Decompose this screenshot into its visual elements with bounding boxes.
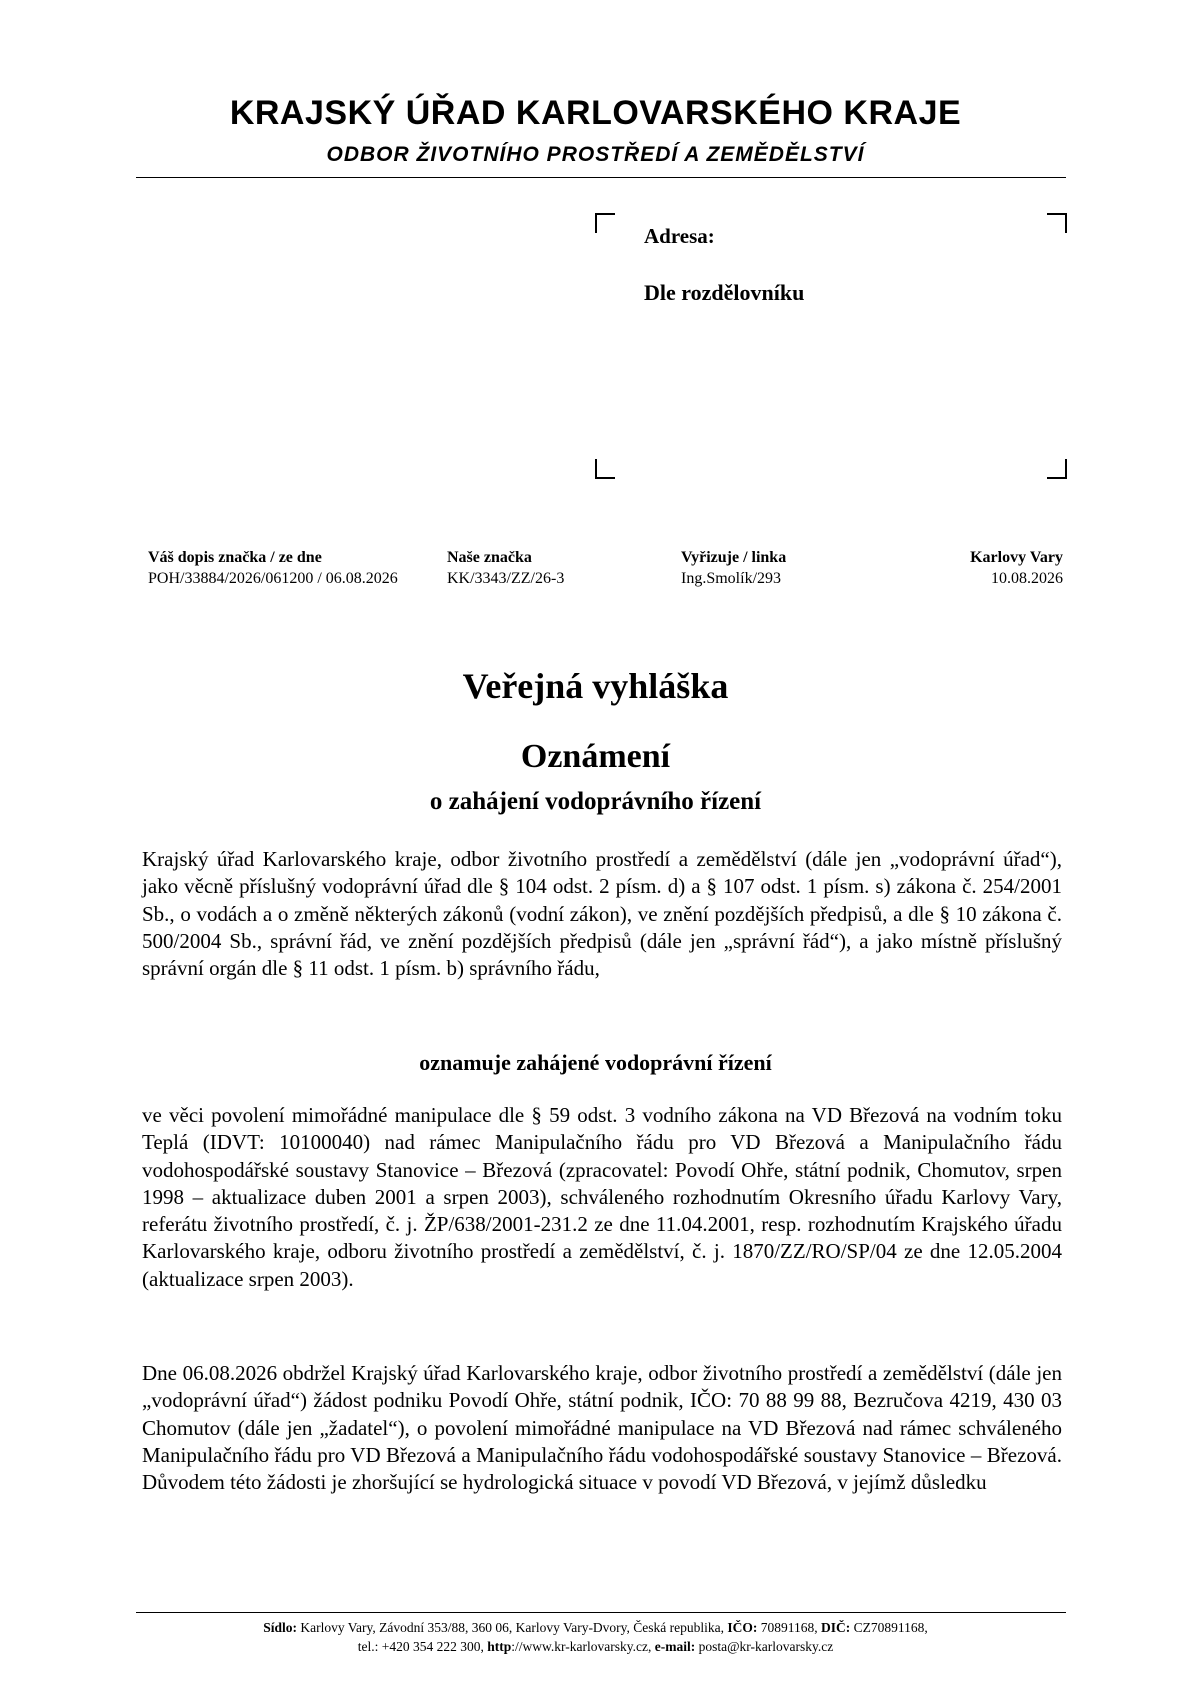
- place: Karlovy Vary: [970, 549, 1063, 566]
- paragraph-intro: Krajský úřad Karlovarského kraje, odbor životního prostředí a zemědělství (dále jen „vodoprávní úřad“), jako věcně příslušný vodoprávní úřad dle § 104 odst. 2 písm. d) a § 107 odst. 1 písm. s) zákona č. 254/2001 Sb., o vodách a o změně některých zákonů (vodní zákon), ve znění pozdějších předpisů, a dle § 10 zákona č. 500/2004 Sb., správní řád, ve znění pozdějších předpisů (dále jen „správní řád“), a jako místně příslušný správní orgán dle § 11 odst. 1 písm. b) správního řádu,: [142, 847, 1062, 981]
- place-and-date: [970, 547, 1063, 589]
- paragraph-request: Dne 06.08.2026 obdržel Krajský úřad Karlovarského kraje, odbor životního prostředí a zemědělství (dále jen „vodoprávní úřad“) žádost podniku Povodí Ohře, státní podnik, IČO: 70 88 99 88, Bezručova 4219, 430 03 Chomutov (dále jen „žadatel“), o povolení mimořádné manipulace na VD Březová nad rámec schváleného Manipulačního řádu pro VD Březová a Manipulačního řádu vodohospodářské soustavy Stanovice – Březová. Důvodem této žádosti je zhoršující se hydrologická situace v povodí VD Březová, v jejímž důsledku: [142, 1361, 1062, 1495]
- footer-seat-value: Karlovy Vary, Závodní 353/88, 360 06, Karlovy Vary-Dvory, Česká republika,: [300, 1620, 725, 1635]
- footer-web-label: http: [487, 1639, 512, 1654]
- footer-dic-value: CZ70891168,: [853, 1620, 928, 1635]
- document-subtitle-2: o zahájení vodoprávního řízení: [429, 788, 762, 815]
- address-value: Dle rozdělovníku: [644, 280, 805, 305]
- footer-line-2: [0, 1639, 1191, 1655]
- footer-dic-label: DIČ:: [821, 1620, 851, 1635]
- document-subtitle: Oznámení: [520, 738, 671, 775]
- address-corner-top-left: [595, 213, 615, 233]
- declaration-heading: oznamuje zahájené vodoprávní řízení: [419, 1050, 772, 1075]
- handled-by: [681, 547, 786, 589]
- address-label: Adresa:: [644, 224, 715, 248]
- footer-email-label: e-mail:: [654, 1639, 696, 1654]
- footer-line-1: [0, 1620, 1191, 1636]
- address-corner-bottom-left: [595, 459, 615, 479]
- header-divider: [136, 177, 1066, 178]
- address-corner-bottom-right: [1047, 459, 1067, 479]
- your-letter-reference: [148, 547, 398, 589]
- handled-by-label: Vyřizuje / linka: [681, 549, 787, 566]
- document-title: Veřejná vyhláška: [462, 666, 729, 706]
- authority-title: KRAJSKÝ ÚŘAD KARLOVARSKÉHO KRAJE: [229, 94, 962, 132]
- your-letter-value: POH/33884/2026/061200 / 06.08.2026: [148, 570, 398, 587]
- footer-tel-value: +420 354 222 300,: [381, 1639, 484, 1654]
- handled-by-value: Ing.Smolík/293: [681, 570, 782, 587]
- our-reference: [447, 547, 564, 589]
- footer-tel-label: tel.:: [357, 1639, 379, 1654]
- footer-email-value[interactable]: posta@kr-karlovarsky.cz: [698, 1639, 834, 1654]
- department-title: ODBOR ŽIVOTNÍHO PROSTŘEDÍ A ZEMĚDĚLSTVÍ: [326, 143, 865, 166]
- paragraph-subject: ve věci povolení mimořádné manipulace dle § 59 odst. 3 vodního zákona na VD Březová na vodním toku Teplá (IDVT: 10100040) nad rámec Manipulačního řádu pro VD Březová a Manipulačního řádu vodohospodářské soustavy Stanovice – Březová (zpracovatel: Povodí Ohře, státní podnik, Chomutov, srpen 1998 – aktualizace duben 2001 a srpen 2003), schváleného rozhodnutím Okresního úřadu Karlovy Vary, referátu životního prostředí, č. j. ŽP/638/2001-231.2 ze dne 11.04.2001, resp. rozhodnutím Krajského úřadu Karlovarského kraje, odboru životního prostředí a zemědělství, č. j. 1870/ZZ/RO/SP/04 ze dne 12.05.2004 (aktualizace srpen 2003).: [142, 1103, 1062, 1291]
- footer-seat-label: Sídlo:: [263, 1620, 297, 1635]
- address-corner-top-right: [1047, 213, 1067, 233]
- footer-ico-label: IČO:: [727, 1620, 758, 1635]
- our-reference-label: Naše značka: [447, 549, 532, 566]
- footer-ico-value: 70891168,: [760, 1620, 818, 1635]
- footer-divider: [136, 1612, 1066, 1613]
- your-letter-label: Váš dopis značka / ze dne: [148, 549, 322, 566]
- footer-web-value[interactable]: ://www.kr-karlovarsky.cz,: [511, 1639, 652, 1654]
- our-reference-value: KK/3343/ZZ/26-3: [447, 570, 565, 587]
- date: 10.08.2026: [991, 570, 1063, 587]
